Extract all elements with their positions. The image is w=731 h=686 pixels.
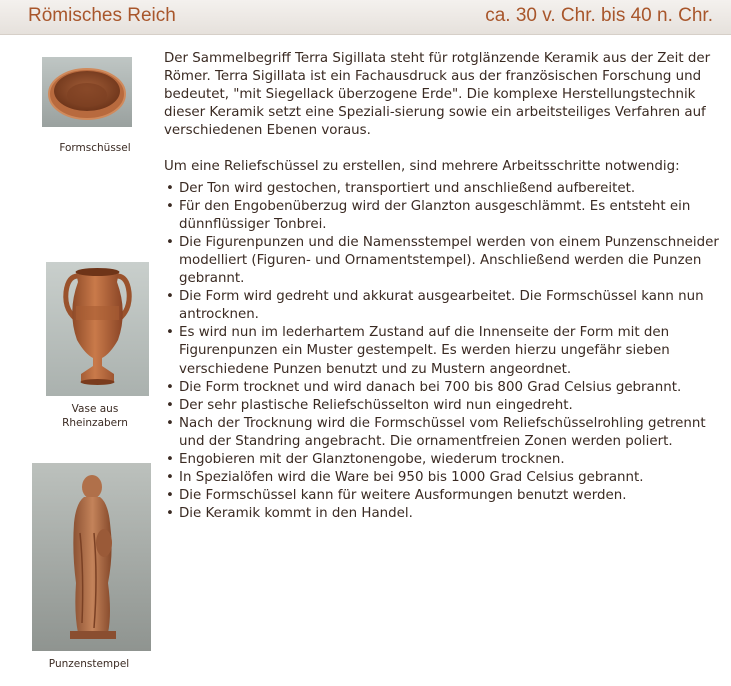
vase-caption (40, 402, 150, 430)
bowl-image (42, 57, 132, 127)
steps-intro: Um eine Reliefschüssel zu erstellen, sind mehrere Arbeitsschritte notwendig: (164, 159, 680, 175)
period-label: ca. 30 v. Chr. bis 40 n. Chr. (485, 5, 713, 26)
list-item: • Die Formschüssel kann für weitere Ausformungen benutzt werden. (164, 487, 724, 505)
list-item: • Der sehr plastische Reliefschüsselton wird nun eingedreht. (164, 397, 724, 415)
steps-list (164, 180, 724, 524)
list-item: • In Spezialöfen wird die Ware bei 950 bis 1000 Grad Celsius gebrannt. (164, 469, 724, 487)
list-item: • Es wird nun im lederhartem Zustand auf die Innenseite der Form mit den Figurenpunzen ein Muster gestempelt. Es werden hierzu ungefähr sieben verschiedene Punzen benutzt und zu Mustern angeordnet. (164, 324, 724, 378)
page-title: Römisches Reich (28, 5, 176, 26)
terra-sigillata-bowl-icon (42, 57, 132, 127)
list-item: • Die Form wird gedreht und akkurat ausgearbeitet. Die Formschüssel kann nun antrocknen. (164, 288, 724, 324)
main-text (164, 50, 724, 523)
list-item: • Die Form trocknet und wird danach bei 700 bis 800 Grad Celsius gebrannt. (164, 379, 724, 397)
two-handled-vase-icon (46, 262, 149, 396)
intro-paragraph: Der Sammelbegriff Terra Sigillata steht für rotglänzende Keramik aus der Zeit der Römer. Terra Sigillata ist ein Fachausdruck aus der französischen Forschung und bedeutet, "mit Siegellack überzogene Erde". Die komplexe Herstellungstechnik dieser Keramik setzt eine Speziali-sierung sowie ein arbeitsteiliges Verfahren auf verschiedenen Ebenen voraus. (164, 51, 711, 139)
clay-figurine-icon (32, 463, 151, 651)
list-item: • Die Figurenpunzen und die Namensstempel werden von einem Punzenschneider modelliert (Figuren- und Ornamentstempel). Anschließend werden die Punzen gebrannt. (164, 234, 724, 288)
header-bar (0, 0, 731, 35)
bowl-caption: Formschüssel (59, 142, 131, 154)
list-item: • Die Keramik kommt in den Handel. (164, 505, 724, 523)
figurine-image (32, 463, 151, 651)
vase-image (46, 262, 149, 396)
list-item: • Engobieren mit der Glanztonengobe, wiederum trocknen. (164, 451, 724, 469)
list-item: • Der Ton wird gestochen, transportiert und anschließend aufbereitet. (164, 180, 724, 198)
figurine-caption: Punzenstempel (48, 658, 130, 670)
vase-caption-line1: Vase aus (71, 403, 119, 415)
vase-caption-line2: Rheinzabern (62, 417, 128, 429)
list-item: • Nach der Trocknung wird die Formschüssel vom Reliefschüsselrohling getrennt und der Standring angebracht. Die ornamentfreien Zonen werden poliert. (164, 415, 724, 451)
list-item: • Für den Engobenüberzug wird der Glanzton ausgeschlämmt. Es entsteht ein dünnflüssiger Tonbrei. (164, 198, 724, 234)
